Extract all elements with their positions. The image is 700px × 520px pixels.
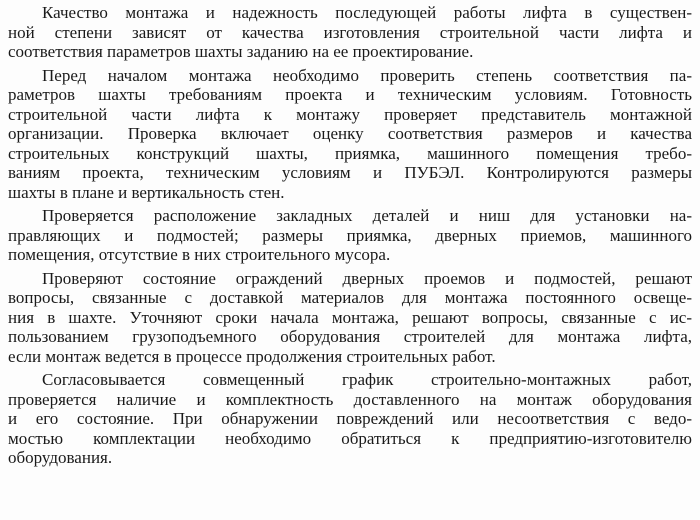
text-line: Качество монтажа и надежность последующей работы лифта в существен- [42,3,692,22]
text-line: ваниям проекта, техническим условиям и ПУБЭЛ. Контролируются размеры [8,163,692,182]
text-line: помещения, отсутствие в них строительного мусора. [8,245,391,264]
text-line: строительной части лифта к монтажу проверяет представитель монтажной [8,104,692,124]
text-line: если монтаж ведется в процессе продолжения строительных работ. [8,346,496,366]
text-line: Проверяется расположение закладных деталей и ниш для установки на- [42,206,692,225]
paragraph [8,206,692,265]
paragraph [8,3,692,62]
text-line: строительных конструкций шахты, приямка, машинного помещения требо- [8,143,692,163]
text-line: проверяется наличие и комплектность доставленного на монтаж оборудования [8,389,692,409]
text-line: шахты в плане и вертикальность стен. [8,182,285,202]
text-line: Перед началом монтажа необходимо проверить степень соответствия па- [42,65,692,85]
paragraph [8,269,692,367]
text-line: правляющих и подмостей; размеры приямка, дверных приемов, машинного [8,225,692,245]
text-line: организации. Проверка включает оценку соответствия размеров и качества [8,124,692,143]
text-line: раметров шахты требованиям проекта и техническим условиям. Готовность [8,85,692,104]
text-line: ной степени зависят от качества изготовления строительной части лифта и [8,22,692,42]
text-line: оборудования. [8,448,113,467]
paragraph [8,370,692,468]
text-line: соответствия параметров шахты заданию на ее проектирование. [8,42,474,61]
text-line: Согласовывается совмещенный график строительно-монтажных работ, [42,370,692,389]
paragraph [8,66,692,203]
text-line: Проверяют состояние ограждений дверных проемов и подмостей, решают [42,268,692,288]
text-line: ния в шахте. Уточняют сроки начала монтажа, решают вопросы, связанные с ис- [8,307,692,327]
text-line: вопросы, связанные с доставкой материалов для монтажа постоянного освеще- [8,288,692,307]
text-line: пользованием грузоподъемного оборудования строителей для монтажа лифта, [8,327,692,346]
text-line: мостью комплектации необходимо обратиться к предприятию-изготовителю [8,428,692,448]
text-line: и его состояние. При обнаружении повреждений или несоответствия с ведо- [8,409,692,428]
